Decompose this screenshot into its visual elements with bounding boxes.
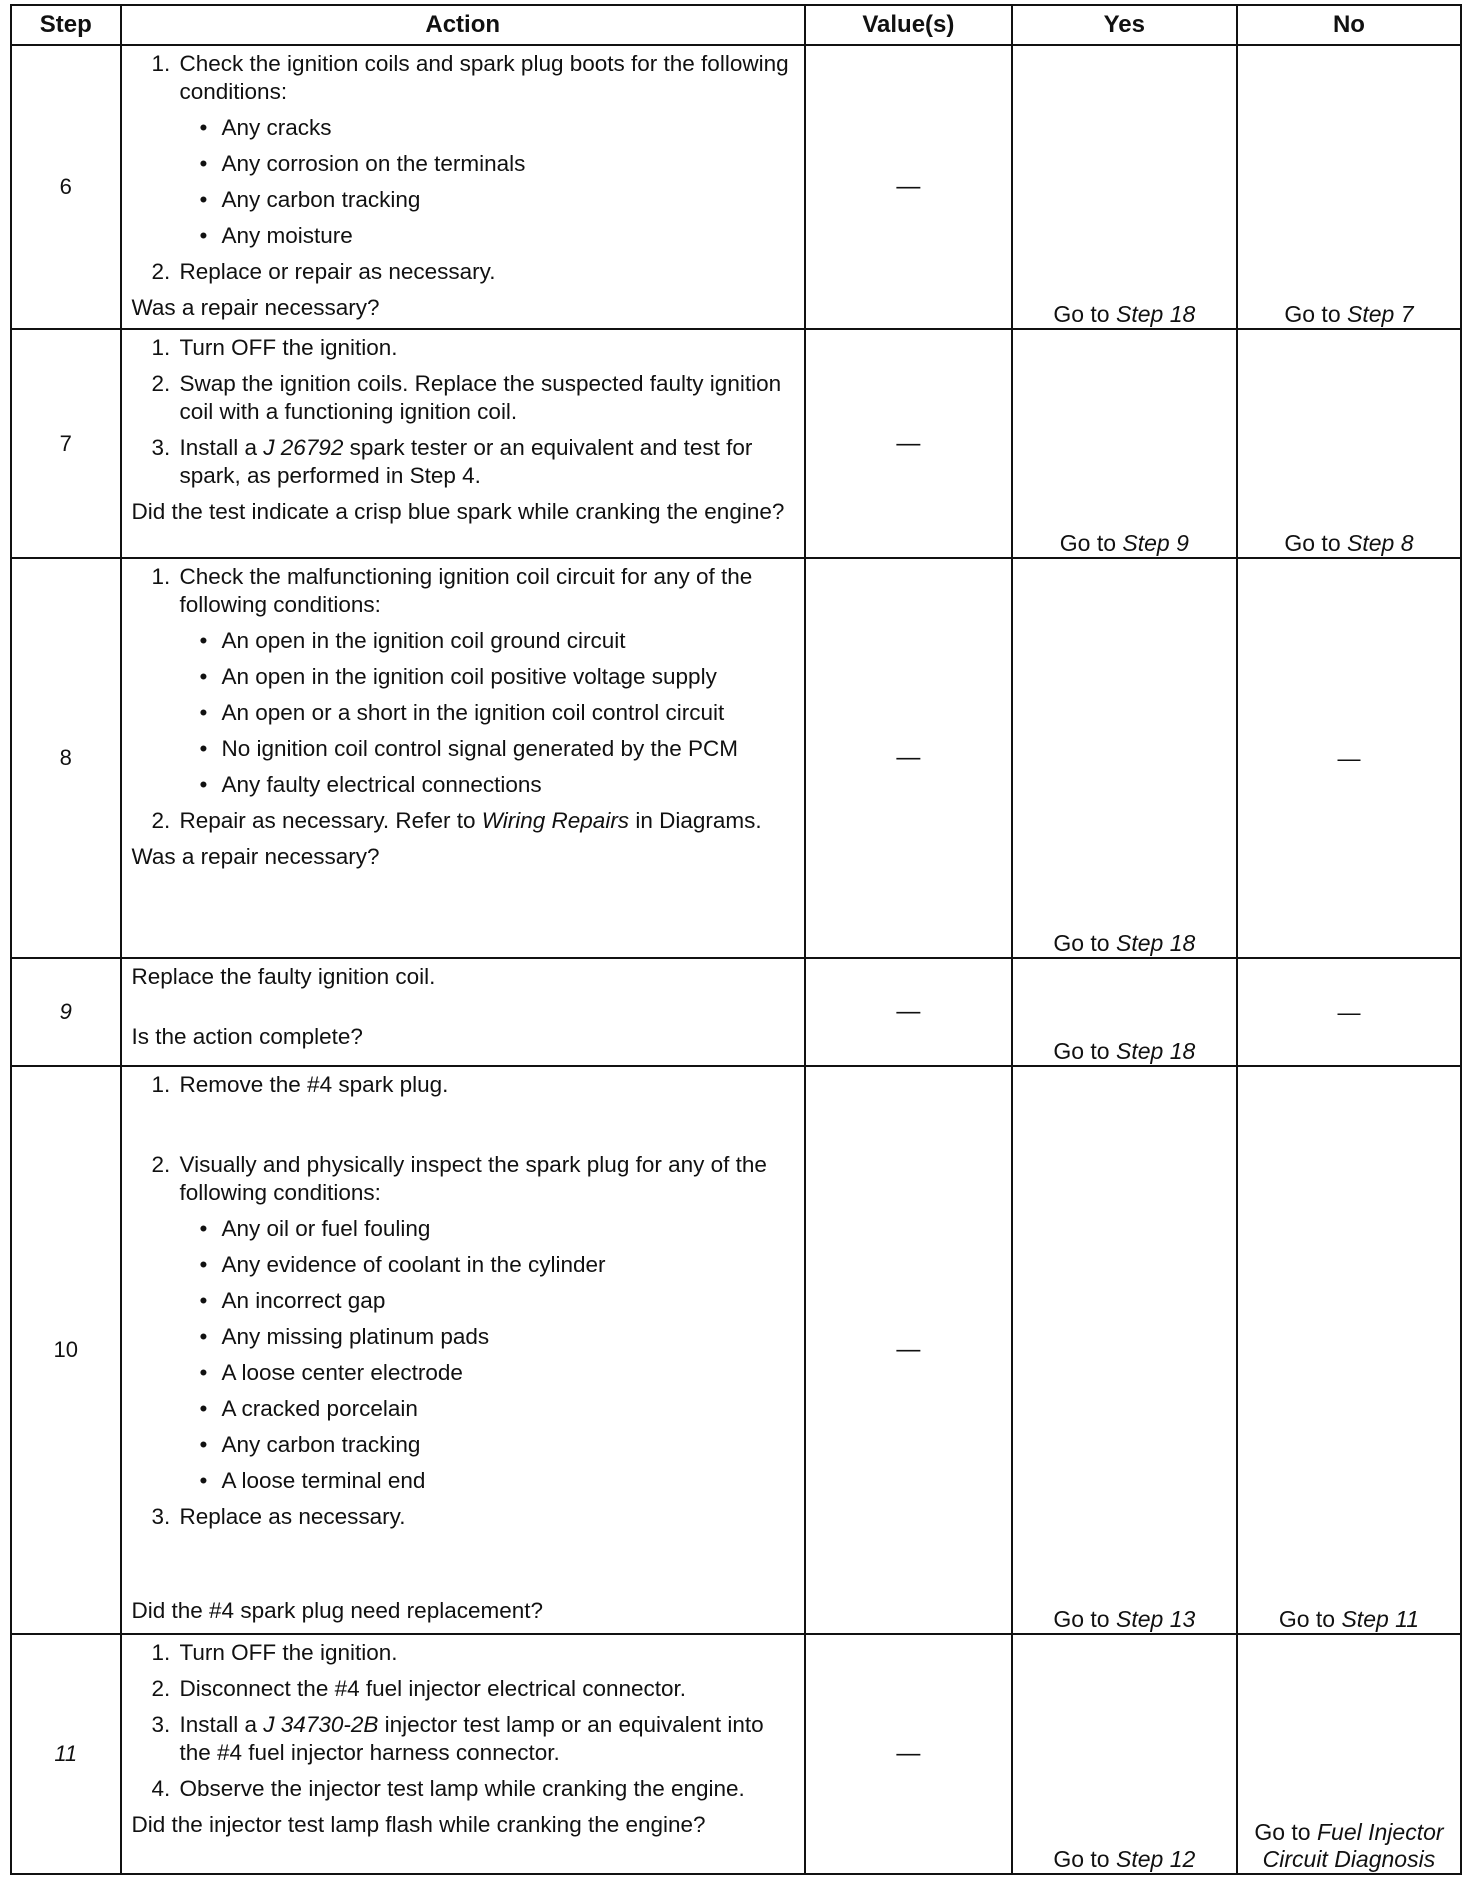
header-action: Action: [121, 5, 805, 45]
step-number: 7: [11, 329, 121, 558]
bullet-item: • A loose center electrode: [199, 1360, 463, 1385]
value-cell: —: [805, 1634, 1012, 1874]
header-row: [11, 5, 1461, 45]
doc-ref: Wiring Repairs: [481, 808, 630, 833]
question: Is the action complete?: [131, 1024, 363, 1049]
bullet-item: • A loose terminal end: [199, 1468, 426, 1493]
header-values: Value(s): [805, 5, 1012, 45]
action-cell: [121, 558, 805, 958]
bullet-item: • No ignition coil control signal generated by the PCM: [199, 736, 739, 761]
bullet-item: • An incorrect gap: [199, 1288, 386, 1313]
bullet-item: • Any corrosion on the terminals: [199, 151, 526, 176]
bullet-item: • Any carbon tracking: [199, 1432, 421, 1457]
value-cell: —: [805, 45, 1012, 329]
action-item: 2. Disconnect the #4 fuel injector electrical connector.: [151, 1676, 687, 1701]
yes-cell: Go to Step 18: [1012, 958, 1237, 1066]
bullet-item: • Any cracks: [199, 115, 332, 140]
bullet-item: • Any missing platinum pads: [199, 1324, 490, 1349]
action-cell: [121, 958, 805, 1066]
step-11-row: [11, 1634, 1461, 1874]
header-step: Step: [11, 5, 121, 45]
question: Did the #4 spark plug need replacement?: [131, 1598, 544, 1623]
action-cell: [121, 329, 805, 558]
action-item: 1. Check the ignition coils and spark plug boots for the following conditions:: [151, 51, 789, 104]
tool-ref: J 34730-2B: [263, 1712, 379, 1737]
step-10-row: [11, 1066, 1461, 1634]
yes-cell: Go to Step 18: [1012, 45, 1237, 329]
no-cell: Go to Fuel Injector Circuit Diagnosis: [1237, 1634, 1461, 1874]
diagnostic-table-page: [10, 4, 1462, 1875]
value-cell: —: [805, 958, 1012, 1066]
no-cell: —: [1237, 558, 1461, 958]
bullet-item: • Any moisture: [199, 223, 353, 248]
bullet-item: • Any faulty electrical connections: [199, 772, 542, 797]
action-cell: [121, 45, 805, 329]
step-number: 9: [11, 958, 121, 1066]
bullet-item: • A cracked porcelain: [199, 1396, 418, 1421]
no-cell: —: [1237, 958, 1461, 1066]
bullet-item: • Any oil or fuel fouling: [199, 1216, 431, 1241]
action-item: 3. Install a J 34730-2B injector test lamp or an equivalent into the #4 fuel injector harness connector.: [151, 1712, 764, 1765]
step-number: 6: [11, 45, 121, 329]
question: Did the injector test lamp flash while cranking the engine?: [131, 1812, 706, 1837]
action-item: 2. Visually and physically inspect the spark plug for any of the following conditions:: [151, 1152, 767, 1205]
value-cell: —: [805, 1066, 1012, 1634]
header-yes: Yes: [1012, 5, 1237, 45]
action-cell: [121, 1634, 805, 1874]
step-7-row: [11, 329, 1461, 558]
action-item: 1. Check the malfunctioning ignition coil circuit for any of the following conditions:: [151, 564, 753, 617]
action-item: 2. Swap the ignition coils. Replace the suspected faulty ignition coil with a functioning ignition coil.: [151, 371, 782, 424]
question: Was a repair necessary?: [131, 844, 380, 869]
yes-cell: Go to Step 12: [1012, 1634, 1237, 1874]
action-item: 1. Turn OFF the ignition.: [151, 1640, 398, 1665]
bullet-item: • An open in the ignition coil ground circuit: [199, 628, 626, 653]
action-item: 3. Install a J 26792 spark tester or an equivalent and test for spark, as performed in Step 4.: [151, 435, 753, 488]
step-8-row: [11, 558, 1461, 958]
no-cell: Go to Step 8: [1237, 329, 1461, 558]
question: Was a repair necessary?: [131, 295, 380, 320]
action-text: Replace the faulty ignition coil.: [131, 964, 436, 989]
step-9-row: [11, 958, 1461, 1066]
bullet-item: • An open or a short in the ignition coil control circuit: [199, 700, 725, 725]
action-cell: [121, 1066, 805, 1634]
step-number: 10: [11, 1066, 121, 1634]
action-item: 3. Replace as necessary.: [151, 1504, 406, 1529]
value-cell: —: [805, 558, 1012, 958]
step-6-row: [11, 45, 1461, 329]
action-item: 1. Remove the #4 spark plug.: [151, 1072, 449, 1097]
step-number: 11: [11, 1634, 121, 1874]
question: Did the test indicate a crisp blue spark while cranking the engine?: [131, 499, 785, 524]
doc-ref: Fuel Injector Circuit Diagnosis: [1262, 1819, 1444, 1872]
action-item: 2. Replace or repair as necessary.: [151, 259, 496, 284]
no-cell: Go to Step 11: [1237, 1066, 1461, 1634]
action-item: 4. Observe the injector test lamp while cranking the engine.: [151, 1776, 745, 1801]
diagnostic-table: [10, 4, 1462, 1875]
action-item: 1. Turn OFF the ignition.: [151, 335, 398, 360]
step-number: 8: [11, 558, 121, 958]
header-no: No: [1237, 5, 1461, 45]
bullet-item: • Any evidence of coolant in the cylinder: [199, 1252, 606, 1277]
action-item: 2. Repair as necessary. Refer to Wiring Repairs in Diagrams.: [151, 808, 762, 833]
bullet-item: • Any carbon tracking: [199, 187, 421, 212]
yes-cell: Go to Step 18: [1012, 558, 1237, 958]
yes-cell: Go to Step 13: [1012, 1066, 1237, 1634]
tool-ref: J 26792: [263, 435, 344, 460]
value-cell: —: [805, 329, 1012, 558]
bullet-item: • An open in the ignition coil positive voltage supply: [199, 664, 717, 689]
yes-cell: Go to Step 9: [1012, 329, 1237, 558]
no-cell: Go to Step 7: [1237, 45, 1461, 329]
